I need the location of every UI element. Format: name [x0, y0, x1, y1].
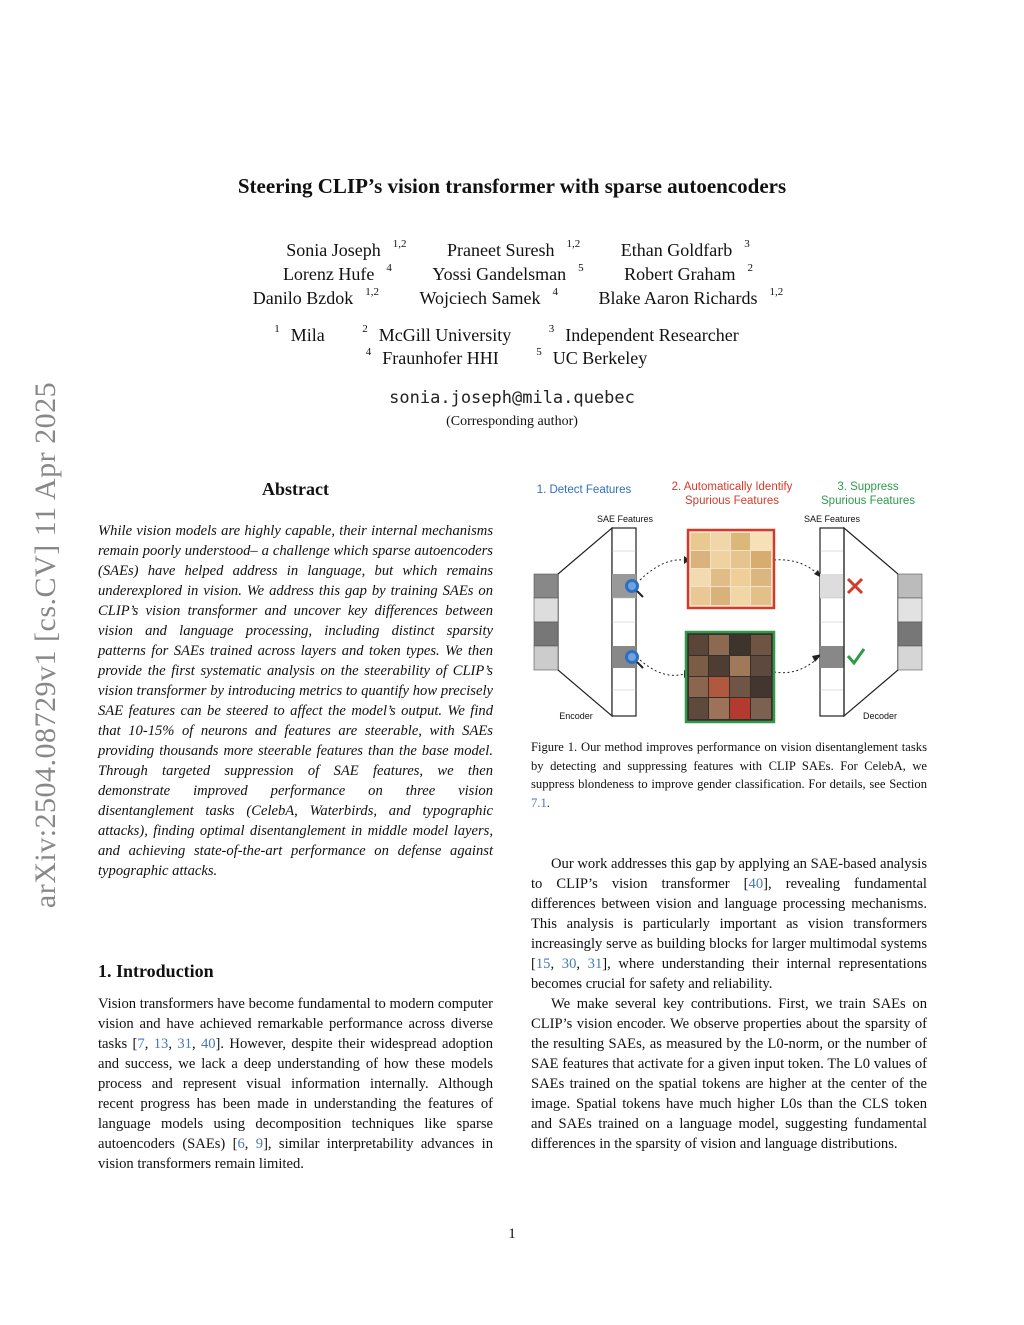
- citation-link[interactable]: 6: [237, 1136, 245, 1152]
- step-detect-label: 1. Detect Features: [536, 484, 632, 496]
- page-number: 1: [508, 1226, 516, 1242]
- author: Ethan Goldfarb $^3$: [620, 238, 750, 260]
- figure-1-caption: Figure 1. Our method improves performance on vision disentanglement tasks by detecting and suppressing features with CLIP SAEs. For CelebA, we suppress blondeness to improve gender classification. For details, see Section 7.1.: [531, 740, 927, 810]
- author: Wojciech Samek $^4$: [419, 286, 559, 308]
- decoder-label: Decoder: [862, 711, 898, 721]
- citation-link[interactable]: 30: [561, 956, 577, 972]
- author: Lorenz Hufe $^4$: [282, 262, 392, 284]
- affiliation: $^1$ Mila: [274, 323, 325, 345]
- encoder-shape: [558, 528, 612, 716]
- input-cell: [534, 622, 558, 646]
- right-column-text: [531, 854, 927, 1154]
- authors-row-3: [0, 288, 1024, 309]
- citation-link[interactable]: 9: [255, 1136, 264, 1152]
- authors-row-1: [0, 240, 1024, 261]
- output-cell: [898, 646, 922, 670]
- citation-link[interactable]: 7: [137, 1036, 145, 1052]
- sae-features-label-left: SAE Features: [596, 514, 654, 524]
- citation-link[interactable]: 13: [153, 1036, 169, 1052]
- dotted-arrow: [774, 658, 818, 673]
- author: Robert Graham $^2$: [624, 262, 754, 284]
- dotted-arrow: [640, 660, 684, 675]
- citation-link[interactable]: 15: [535, 956, 551, 972]
- dotted-arrow: [774, 560, 818, 574]
- input-cell: [534, 646, 558, 670]
- paragraph: Our work addresses this gap by applying an SAE-based analysis to CLIP’s vision transformer [40], revealing fundamental differences between vision and language processing mechanisms. This analysis is particularly important as vision transformers increasingly serve as building blocks for larger multimodal systems [15, 30, 31], where understanding their internal representations becomes crucial for safety and reliability.: [531, 856, 927, 992]
- introduction-heading: 1. Introduction: [98, 961, 214, 981]
- paragraph: We make several key contributions. First, we train SAEs on CLIP’s vision encoder. We observe properties about the sparsity of the resulting SAEs, as measured by the L0-norm, or the number of SAE features that activate for a given input token. The L0 values of SAEs trained on the spatial tokens are higher at the center of the image. Spatial tokens have much higher L0s than the CLS token and SAEs trained on a language model, suggesting fundamental differences in the sparsity of vision and language distributions.: [531, 996, 927, 1152]
- paper-title: Steering CLIP’s vision transformer with sparse autoencoders: [237, 174, 787, 198]
- authors-row-2: [0, 264, 1024, 285]
- sae-features-label-right: SAE Features: [803, 514, 861, 524]
- affiliation: $^5$ UC Berkeley: [536, 346, 648, 368]
- decoder-shape: [844, 528, 898, 716]
- email-address[interactable]: sonia.joseph@mila.quebec: [389, 388, 635, 408]
- step-suppress-label-1: 3. Suppress: [837, 481, 899, 493]
- citation-link[interactable]: 40: [748, 876, 764, 892]
- author: Praneet Suresh $^{1,2}$: [447, 238, 581, 260]
- step-identify-label-2: Spurious Features: [685, 495, 779, 507]
- section-link[interactable]: 7.1: [531, 795, 547, 810]
- author: Sonia Joseph $^{1,2}$: [286, 238, 407, 260]
- citation-link[interactable]: 40: [200, 1036, 216, 1052]
- affiliations-row-1: [0, 325, 1024, 346]
- output-cell: [898, 622, 922, 646]
- affiliation: $^3$ Independent Researcher: [548, 323, 739, 345]
- step-suppress-label-2: Spurious Features: [821, 495, 915, 507]
- encoder-label: Encoder: [559, 711, 593, 721]
- abstract-heading: Abstract: [262, 479, 329, 499]
- output-cell: [898, 598, 922, 622]
- step-identify-label-1: 2. Automatically Identify: [671, 481, 793, 493]
- sae-kept-feature: [820, 646, 844, 668]
- input-cell: [534, 574, 558, 598]
- arxiv-identifier: arXiv:2504.08729v1 [cs.CV] 11 Apr 2025: [29, 381, 62, 909]
- blond-face-grid: [688, 530, 774, 608]
- author: Yossi Gandelsman $^5$: [432, 262, 584, 284]
- checkmark-icon: [848, 649, 864, 663]
- affiliation: $^2$ McGill University: [362, 323, 512, 345]
- author: Blake Aaron Richards $^{1,2}$: [598, 286, 784, 308]
- diverse-face-grid: [686, 632, 774, 722]
- cross-icon: [848, 579, 862, 593]
- figure-1-diagram: [528, 476, 928, 726]
- sae-suppressed-feature: [820, 574, 844, 598]
- author: Danilo Bzdok $^{1,2}$: [252, 286, 379, 308]
- corresponding-note: (Corresponding author): [446, 414, 578, 429]
- citation-link[interactable]: 31: [587, 956, 603, 972]
- output-cell: [898, 574, 922, 598]
- affiliation: $^4$ Fraunhofer HHI: [365, 346, 499, 368]
- dotted-arrow: [640, 560, 684, 580]
- citation-link[interactable]: 31: [177, 1036, 192, 1052]
- abstract-text: While vision models are highly capable, their internal mechanisms remain poorly understood– a challenge which sparse autoencoders (SAEs) have helped address in language, but which remains underexplored in vision. We address this gap by training SAEs on CLIP’s vision transformer and uncover key differences between vision and language processing, including distinct sparsity patterns for SAEs trained across layers and token types. We then provide the first systematic analysis on the steerability of CLIP’s vision transformer by introducing metrics to quantify how precisely SAE features can be steered to affect the model’s output. We find that 10-15% of neurons and features are steerable, with SAEs providing thousands more steerable features than the base model. Through targeted suppression of SAE features, we then demonstrate improved performance on three vision disentanglement tasks (CelebA, Waterbirds, and typographic attacks), finding optimal disentanglement in middle model layers, and achieving state-of-the-art performance on defense against typographic attacks.: [98, 523, 493, 879]
- affiliations-row-2: [0, 348, 1024, 369]
- introduction-paragraph: Vision transformers have become fundamental to modern computer vision and have achieved remarkable performance across diverse tasks [7, 13, 31, 40]. However, despite their widespread adoption and success, we lack a deep understanding of how these models process and represent visual information internally. Although recent progress has been made in understanding the features of language models using decomposition techniques like sparse autoencoders (SAEs) [6, 9], similar interpretability advances in vision transformers remain limited.: [98, 996, 494, 1172]
- input-cell: [534, 598, 558, 622]
